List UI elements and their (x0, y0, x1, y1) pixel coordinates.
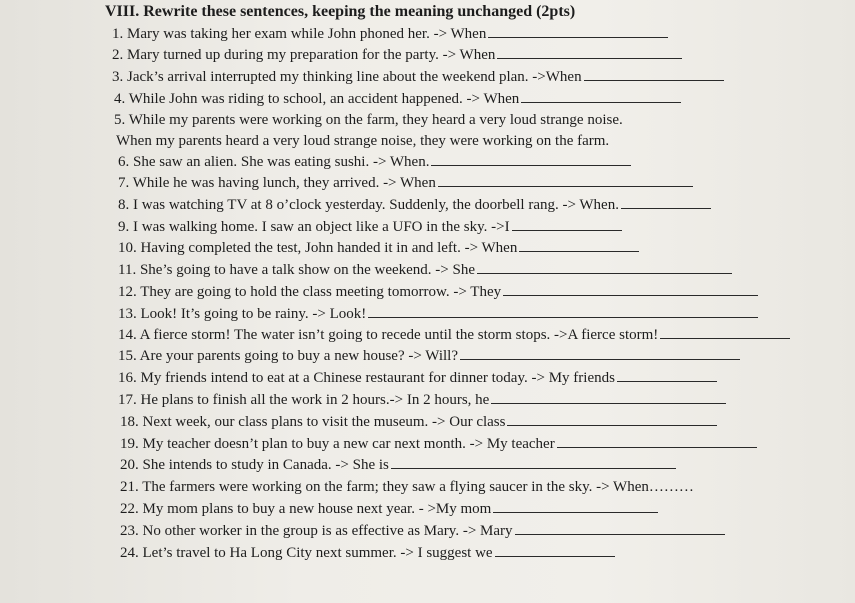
sentence-24 (120, 544, 615, 562)
sentence-10 (118, 239, 639, 257)
sentence-13 (118, 305, 758, 323)
sentence-8-text: 8. I was watching TV at 8 o’clock yesterday. Suddenly, the doorbell rang. -> When. (118, 197, 619, 213)
sentence-5-answer (116, 132, 609, 150)
answer-blank-3[interactable] (584, 68, 724, 81)
sentence-20-text: 20. She intends to study in Canada. -> She is (120, 457, 389, 473)
answer-blank-14[interactable] (660, 326, 790, 339)
sentence-7-text: 7. While he was having lunch, they arrived. -> When (118, 175, 436, 191)
sentence-19-text: 19. My teacher doesn’t plan to buy a new car next month. -> My teacher (120, 436, 555, 452)
sentence-9 (118, 218, 622, 236)
sentence-2-text: 2. Mary turned up during my preparation for the party. -> When (112, 47, 496, 63)
sentence-1-text: 1. Mary was taking her exam while John phoned her. -> When (112, 26, 487, 42)
sentence-8 (118, 196, 711, 214)
sentence-11-text: 11. She’s going to have a talk show on the weekend. -> She (118, 262, 476, 278)
answer-blank-8[interactable] (621, 196, 711, 209)
sentence-6-text: 6. She saw an alien. She was eating sushi. -> When. (118, 154, 430, 170)
sentence-12 (118, 283, 758, 301)
sentence-3 (112, 68, 724, 86)
answer-blank-17[interactable] (491, 391, 726, 404)
sentence-15-text: 15. Are your parents going to buy a new house? -> Will? (118, 348, 459, 364)
sentence-4 (114, 90, 681, 108)
sentence-6 (118, 153, 631, 171)
answer-blank-11[interactable] (477, 261, 732, 274)
sentence-4-text: 4. While John was riding to school, an accident happened. -> When (114, 91, 520, 107)
answer-blank-12[interactable] (503, 283, 758, 296)
answer-blank-15[interactable] (460, 347, 740, 360)
sentence-12-text: 12. They are going to hold the class meeting tomorrow. -> They (118, 284, 502, 300)
answer-blank-18[interactable] (507, 413, 717, 426)
sentence-13-text: 13. Look! It’s going to be rainy. -> Look! (118, 306, 367, 322)
sentence-2 (112, 46, 682, 64)
sentence-5-answer-text: When my parents heard a very loud strange noise, they were working on the farm. (116, 133, 610, 149)
answer-blank-24[interactable] (495, 544, 615, 557)
sentence-14 (118, 326, 790, 344)
answer-blank-9[interactable] (512, 218, 622, 231)
sentence-9-text: 9. I was walking home. I saw an object like a UFO in the sky. ->I (118, 219, 510, 235)
sentence-22-text: 22. My mom plans to buy a new house next year. - >My mom (120, 501, 492, 517)
answer-blank-6[interactable] (431, 153, 631, 166)
sentence-1 (112, 25, 668, 43)
answer-blank-16[interactable] (617, 369, 717, 382)
sentence-16 (118, 369, 717, 387)
sentence-21 (120, 478, 694, 496)
sentence-5 (114, 111, 623, 129)
sentence-14-text: 14. A fierce storm! The water isn’t going to recede until the storm stops. ->A fierce storm! (118, 327, 659, 343)
answer-blank-20[interactable] (391, 456, 676, 469)
sentence-17 (118, 391, 726, 409)
answer-blank-1[interactable] (488, 25, 668, 38)
sentence-16-text: 16. My friends intend to eat at a Chinese restaurant for dinner today. -> My friends (118, 370, 615, 386)
sentence-3-text: 3. Jack’s arrival interrupted my thinking line about the weekend plan. ->When (112, 69, 582, 85)
sentence-21-text: 21. The farmers were working on the farm; they saw a flying saucer in the sky. -> When……… (120, 479, 694, 495)
answer-blank-10[interactable] (519, 239, 639, 252)
exercise-title: VIII. Rewrite these sentences, keeping the meaning unchanged (2pts) (105, 3, 576, 20)
sentence-20 (120, 456, 676, 474)
answer-blank-13[interactable] (368, 305, 758, 318)
answer-blank-19[interactable] (557, 435, 757, 448)
sentence-23-text: 23. No other worker in the group is as effective as Mary. -> Mary (120, 523, 513, 539)
sentence-17-text: 17. He plans to finish all the work in 2 hours.-> In 2 hours, he (118, 392, 490, 408)
sentence-19 (120, 435, 757, 453)
answer-blank-2[interactable] (497, 46, 682, 59)
sentence-7 (118, 174, 693, 192)
answer-blank-23[interactable] (515, 522, 725, 535)
answer-blank-7[interactable] (438, 174, 693, 187)
sentence-10-text: 10. Having completed the test, John handed it in and left. -> When (118, 240, 518, 256)
sentence-15 (118, 347, 740, 365)
answer-blank-4[interactable] (521, 90, 681, 103)
sentence-18-text: 18. Next week, our class plans to visit the museum. -> Our class (120, 414, 506, 430)
sentence-5-text: 5. While my parents were working on the farm, they heard a very loud strange noise. (114, 112, 623, 128)
answer-blank-22[interactable] (493, 500, 658, 513)
sentence-22 (120, 500, 658, 518)
sentence-24-text: 24. Let’s travel to Ha Long City next summer. -> I suggest we (120, 545, 493, 561)
sentence-23 (120, 522, 725, 540)
sentence-11 (118, 261, 732, 279)
sentence-18 (120, 413, 717, 431)
